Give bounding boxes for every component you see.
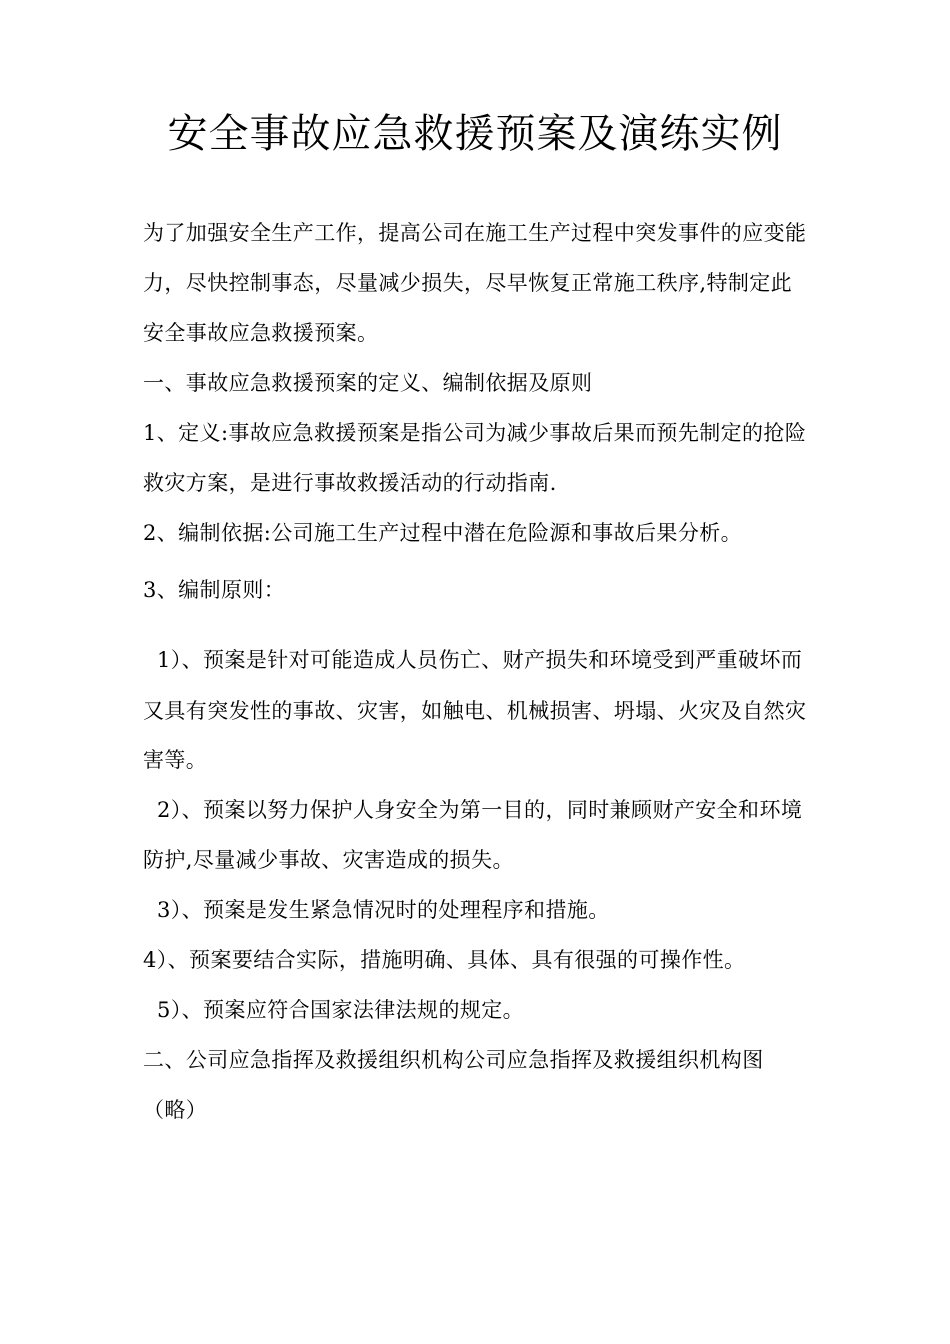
section-heading: 二、公司应急指挥及救援组织机构公司应急指挥及救援组织机构图 [143,1048,764,1072]
paragraph-line: 害等。 [143,748,208,772]
list-item: 3）、预案是发生紧急情况时的处理程序和措施。 [157,898,610,922]
list-item: 4）、预案要结合实际，措施明确、具体、具有很强的可操作性。 [143,948,746,972]
list-item: 1）、预案是针对可能造成人员伤亡、财产损失和环境受到严重破坏而 [157,648,803,672]
paragraph-line: 1、定义:事故应急救援预案是指公司为减少事故后果而预先制定的抢险 [143,421,807,445]
paragraph-line: 力，尽快控制事态，尽量减少损失，尽早恢复正常施工秩序,特制定此 [143,271,793,295]
paragraph-line: 救灾方案，是进行事故救援活动的行动指南. [143,471,557,495]
paragraph-line: 又具有突发性的事故、灾害，如触电、机械损害、坍塌、火灾及自然灾 [143,699,807,723]
paragraph-line: 防护,尽量减少事故、灾害造成的损失。 [143,848,514,872]
section-heading: 一、事故应急救援预案的定义、编制依据及原则 [143,371,593,395]
list-item: 2）、预案以努力保护人身安全为第一目的，同时兼顾财产安全和环境 [157,798,803,822]
paragraph-line: 3、编制原则： [143,578,286,602]
paragraph-line: 为了加强安全生产工作，提高公司在施工生产过程中突发事件的应变能 [143,221,807,245]
document-title: 安全事故应急救援预案及演练实例 [167,111,783,157]
list-item: 5）、预案应符合国家法律法规的规定。 [157,998,525,1022]
paragraph-line: （略） [143,1098,208,1122]
paragraph-line: 2、编制依据:公司施工生产过程中潜在危险源和事故后果分析。 [143,521,743,545]
paragraph-line: 安全事故应急救援预案。 [143,321,379,345]
